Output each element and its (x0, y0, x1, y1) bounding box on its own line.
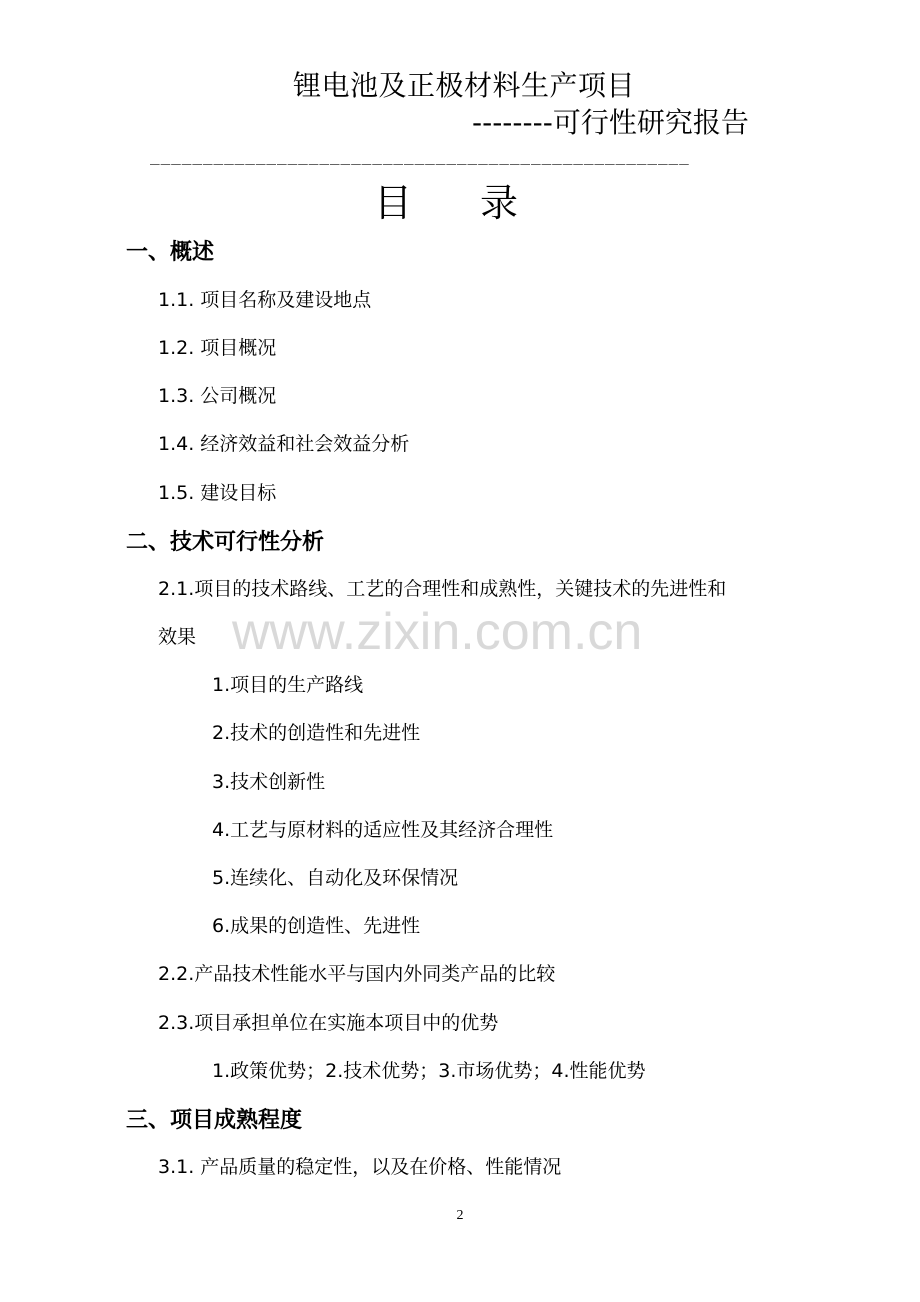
toc-item-1-3: 1.3. 公司概况 (158, 385, 277, 407)
toc-section-overview: 一、概述 (126, 240, 215, 265)
toc-subitem-innovation: 3.技术创新性 (212, 771, 326, 793)
toc-item-2-3: 2.3.项目承担单位在实施本项目中的优势 (158, 1012, 499, 1034)
page-number: 2 (456, 1208, 464, 1223)
header-rule: ___________________________________________________ (150, 146, 690, 165)
watermark-text: www.zixin.com.cn (232, 603, 643, 661)
toc-heading: 目 录 (373, 181, 547, 225)
toc-item-2-1: 2.1.项目的技术路线、工艺的合理性和成熟性，关键技术的先进性和 (158, 578, 727, 600)
toc-section-maturity: 三、项目成熟程度 (126, 1108, 303, 1133)
toc-subitem-creativity: 2.技术的创造性和先进性 (212, 722, 421, 744)
toc-subitem-automation: 5.连续化、自动化及环保情况 (212, 867, 459, 889)
toc-item-1-4: 1.4. 经济效益和社会效益分析 (158, 433, 410, 455)
document-subtitle: --------可行性研究报告 (472, 106, 749, 139)
toc-subitem-advantages: 1.政策优势；2.技术优势；3.市场优势；4.性能优势 (212, 1060, 646, 1082)
toc-item-1-5: 1.5. 建设目标 (158, 482, 277, 504)
toc-item-3-1: 3.1. 产品质量的稳定性，以及在价格、性能情况 (158, 1156, 562, 1178)
toc-subitem-results: 6.成果的创造性、先进性 (212, 915, 421, 937)
toc-item-2-1-continued: 效果 (158, 626, 197, 648)
toc-item-1-1: 1.1. 项目名称及建设地点 (158, 289, 372, 311)
toc-item-1-2: 1.2. 项目概况 (158, 337, 277, 359)
toc-item-2-2: 2.2.产品技术性能水平与国内外同类产品的比较 (158, 963, 556, 985)
toc-subitem-production-route: 1.项目的生产路线 (212, 674, 364, 696)
toc-subitem-process-materials: 4.工艺与原材料的适应性及其经济合理性 (212, 819, 554, 841)
document-title: 锂电池及正极材料生产项目 (293, 69, 636, 102)
toc-section-technical-feasibility: 二、技术可行性分析 (126, 530, 325, 555)
